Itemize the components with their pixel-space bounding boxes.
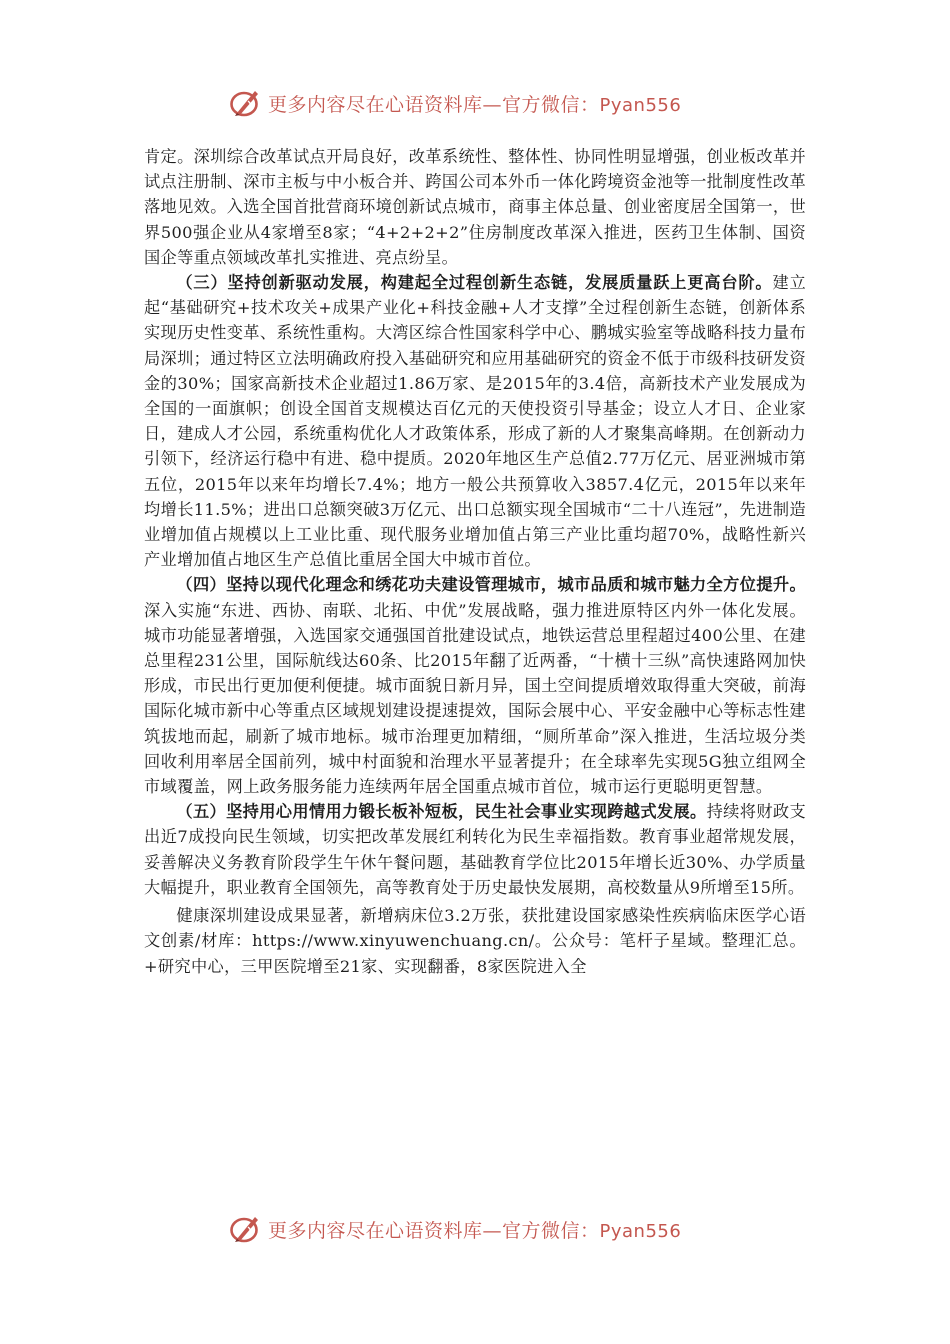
pen-logo-icon bbox=[228, 86, 262, 120]
paragraph-city bbox=[144, 572, 806, 799]
paragraph-text: 健康深圳建设成果显著，新增病床位3.2万张，获批建设国家感染性疾病临床医学心语文创素/材库：https://www.xinyuwenchuang.cn/。公众号：笔杆子星域。整理汇总。+研究中心，三甲医院增至21家、实现翻番，8家医院进入全 bbox=[144, 906, 806, 976]
paragraph-heading: （四）坚持以现代化理念和绣花功夫建设管理城市，城市品质和城市魅力全方位提升。 bbox=[176, 575, 806, 595]
paragraph-reform bbox=[144, 144, 806, 270]
paragraph-text: 建立起“基础研究+技术攻关+成果产业化+科技金融+人才支撑”全过程创新生态链，创新体系实现历史性变革、系统性重构。大湾区综合性国家科学中心、鹏城实验室等战略科技力量布局深圳；通过特区立法明确政府投入基础研究和应用基础研究的资金不低于市级科技研发资金的30%；国家高新技术企业超过1.86万家、是2015年的3.4倍，高新技术产业发展成为全国的一面旗帜；创设全国首支规模达百亿元的天使投资引导基金；设立人才日、企业家日，建成人才公园，系统重构优化人才政策体系，形成了新的人才聚集高峰期。在创新动力引领下，经济运行稳中有进、稳中提质。2020年地区生产总值2.77万亿元、居亚洲城市第五位，2015年以来年均增长7.4%；地方一般公共预算收入3857.4亿元，2015年以来年均增长11.5%；进出口总额突破3万亿元、出口总额实现全国城市“二十八连冠”，先进制造业增加值占规模以上工业比重、现代服务业增加值占第三产业比重均超70%，战略性新兴产业增加值占地区生产总值比重居全国大中城市首位。 bbox=[144, 273, 807, 570]
footer-banner bbox=[228, 1212, 728, 1246]
header-banner bbox=[228, 86, 728, 120]
paragraph-livelihood bbox=[144, 799, 806, 900]
paragraph-text: 肯定。深圳综合改革试点开局良好，改革系统性、整体性、协同性明显增强，创业板改革并试点注册制、深市主板与中小板合并、跨国公司本外币一体化跨境资金池等一批制度性改革落地见效。入选全国首批营商环境创新试点城市，商事主体总量、创业密度居全国第一，世界500强企业从4家增至8家；“4+2+2+2”住房制度改革深入推进，医药卫生体制、国资国企等重点领域改革扎实推进、亮点纷呈。 bbox=[144, 147, 806, 267]
paragraph-text: 持续将财政支出近7成投向民生领域，切实把改革发展红利转化为民生幸福指数。教育事业超常规发展，妥善解决义务教育阶段学生午休午餐问题，基础教育学位比2015年增长近30%、办学质量大幅提升，职业教育全国领先，高等教育处于历史最快发展期，高校数量从9所增至15所。 bbox=[144, 802, 806, 897]
paragraph-text: 深入实施“东进、西协、南联、北拓、中优”发展战略，强力推进原特区内外一体化发展。城市功能显著增强，入选国家交通强国首批建设试点，地铁运营总里程超过400公里、在建总里程231公里，国际航线达60条、比2015年翻了近两番，“十横十三纵”高快速路网加快形成，市民出行更加便利便捷。城市面貌日新月异，国土空间提质增效取得重大突破，前海国际化城市新中心等重点区域规划建设提速提效，国际会展中心、平安金融中心等标志性建筑拔地而起，刷新了城市地标。城市治理更加精细，“厕所革命”深入推进，生活垃圾分类回收利用率居全国前列，城中村面貌和治理水平显著提升；在全球率先实现5G独立组网全市域覆盖，网上政务服务能力连续两年居全国重点城市首位，城市运行更聪明更智慧。 bbox=[144, 600, 806, 797]
banner-wechat-id: Pyan556 bbox=[599, 94, 682, 116]
paragraph-heading: （五）坚持用心用情用力锻长板补短板，民生社会事业实现跨越式发展。 bbox=[176, 802, 707, 822]
paragraph-innovation bbox=[144, 270, 806, 572]
banner-text bbox=[268, 90, 681, 117]
paragraph-health bbox=[144, 903, 806, 979]
banner-slogan: 更多内容尽在心语资料库—官方微信： bbox=[268, 93, 600, 116]
paragraph-heading: （三）坚持创新驱动发展，构建起全过程创新生态链，发展质量跃上更高台阶。 bbox=[176, 273, 773, 293]
document-body bbox=[144, 144, 806, 979]
pen-logo-icon bbox=[228, 1212, 262, 1246]
banner-wechat-id: Pyan556 bbox=[599, 1220, 682, 1242]
banner-slogan: 更多内容尽在心语资料库—官方微信： bbox=[268, 1219, 600, 1242]
banner-text bbox=[268, 1216, 681, 1243]
